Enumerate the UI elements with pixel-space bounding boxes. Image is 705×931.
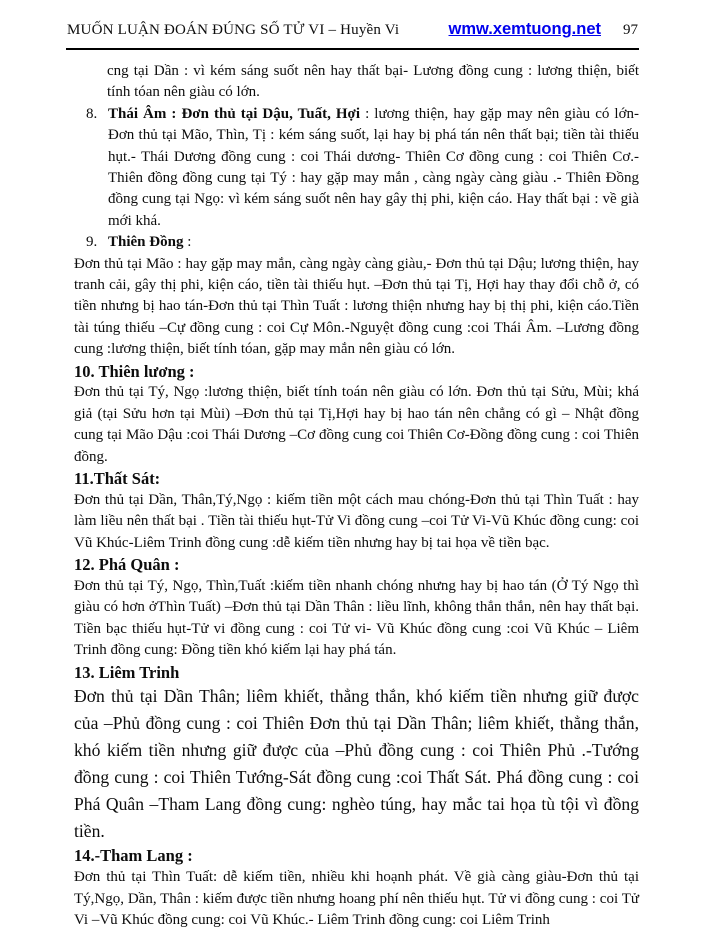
list-item-8-body [108, 104, 639, 232]
list-item-9-lead: Thiên Đồng [108, 234, 184, 251]
list-item-8-text: : lương thiện, hay gặp may nên giàu có lớn- Đơn thủ tại Mão, Thìn, Tị : kém sáng suốt, lại hay bị phá tán nên thất bại; tiền tài thiếu hụt.- Thái Dương đồng cung : coi Thái dương- Thiên Cơ đồng cung : coi Thiên Cơ.- Thiên đồng đồng cung tại Tý : hay gặp may mắn , càng ngày càng giàu .- Thiên Đồng đồng cung tại Ngọ: vì kém sáng suốt nên hay gây thị phi, kiện cáo. Hay thất bại : về già mới khá. [108, 105, 639, 229]
list-item-8-lead: Thái Âm : Đơn thủ tại Dậu, Tuất, Hợi [108, 105, 361, 122]
section-heading-11: 11.Thất Sát: [74, 469, 161, 489]
list-marker-9: 9. [86, 234, 98, 251]
item-9-paragraph: Đơn thủ tại Mão : hay gặp may mắn, càng ngày càng giàu,- Đơn thủ tại Dậu; lương thiện, hay tranh cải, gây thị phi, kiện cáo, tiền tài thiếu hụt. –Đơn thủ tại Tị, Hợi hay thay đổi chỗ ở, có tiền nhưng bị hao tán-Đơn thủ tại Thìn Tuất : lương thiện nhưng hay bị thị phi, kiện cáo.Tiền tài túng thiếu –Cự đồng cung : coi Cự Môn.-Nguyệt đồng cung :coi Thái Âm. –Lương đồng cung :lương thiện, biết tính tóan, gặp may mắn nên giàu có lớn. [74, 255, 639, 358]
section-heading-10: 10. Thiên lương : [74, 361, 195, 381]
list-item-9-body [108, 232, 639, 253]
section-paragraph-10: Đơn thủ tại Tý, Ngọ :lương thiện, biết tính toán nên giàu có lớn. Đơn thủ tại Sửu, Mùi; khá giả (tại Sửu hơn tại Mùi) –Đơn thủ tại Tị,Hợi hay bị hao tán nên chẳng có gì – Nhật đồng cung tại Mão Dậu :coi Thái Dương –Cơ đồng cung coi Thiên Cơ-Đồng đồng cung : coi Thiên đồng. [74, 384, 639, 465]
section-paragraph-12: Đơn thủ tại Tý, Ngọ, Thìn,Tuất :kiếm tiền nhanh chóng nhưng hay bị hao tán (Ở Tý Ngọ thì giàu có hơn ởThìn Tuất) –Đơn thủ tại Dần Thân : liều lĩnh, không thẳn thắn, nên hay thất bại. Tiền bạc thiếu hụt-Tử vi đồng cung : coi Tử vi- Vũ Khúc đồng cung :coi Vũ Khúc – Liêm Trinh đồng cung: Đồng tiền khó kiếm lại hay phá tán. [74, 577, 639, 659]
section-paragraph-14: Đơn thủ tại Thìn Tuất: dễ kiếm tiền, nhiều khi hoạnh phát. Về già càng giàu-Đơn thủ tại Tý,Ngọ, Dần, Thân : kiếm được tiền nhưng hoang phí nên thiếu hụt. Tử vi đồng cung : coi Tử Vi –Vũ Khúc đồng cung: coi Vũ Khúc.- Liêm Trinh đồng cung: coi Liêm Trinh [74, 869, 639, 928]
list-marker-8: 8. [86, 105, 98, 122]
page-number: 97 [623, 22, 638, 38]
list-item-8 [74, 104, 639, 232]
section-heading-14: 14.-Tham Lang : [74, 846, 193, 866]
section-paragraph-13: Đơn thủ tại Dần Thân; liêm khiết, thẳng thắn, khó kiếm tiền nhưng giữ được của –Phủ đồng cung : coi Thiên Đơn thủ tại Dần Thân; liêm khiết, thẳng thắn, khó kiếm tiền nhưng giữ được của –Phủ đồng cung : coi Thiên Phủ .-Tướng đồng cung : coi Thiên Tướng-Sát đồng cung :coi Thất Sát. Phá đồng cung : coi Phá Quân –Tham Lang đồng cung: nghèo túng, hay mắc tai họa tù tội vì đồng tiền. [74, 686, 639, 842]
header-divider [66, 48, 639, 50]
list-item-9 [74, 232, 639, 253]
document-title: MUỐN LUẬN ĐOÁN ĐÚNG SỐ TỬ VI – Huyền Vi [67, 22, 400, 38]
website-link[interactable]: wmw.xemtuong.net [448, 20, 601, 38]
continuation-paragraph: cng tại Dần : vì kém sáng suốt nên hay thất bại- Lương đồng cung : lương thiện, biết tính tóan nên giàu có lớn. [107, 63, 639, 101]
page-header [66, 20, 639, 39]
section-heading-13: 13. Liêm Trinh [74, 662, 180, 682]
body-text [66, 61, 639, 931]
section-heading-12: 12. Phá Quân : [74, 555, 180, 575]
section-paragraph-11: Đơn thủ tại Dần, Thân,Tý,Ngọ : kiếm tiền một cách mau chóng-Đơn thủ tại Thìn Tuất : hay làm liều nên thất bại . Tiền tài thiếu hụt-Tử Vi đồng cung –coi Tử Vi-Vũ Khúc đồng cung: coi Vũ Khúc-Liêm Trinh đồng cung :dễ kiếm tiền nhưng hay bị tai họa về tiền bạc. [74, 491, 639, 551]
header-right [449, 20, 638, 39]
list-item-9-text: : [183, 234, 192, 251]
